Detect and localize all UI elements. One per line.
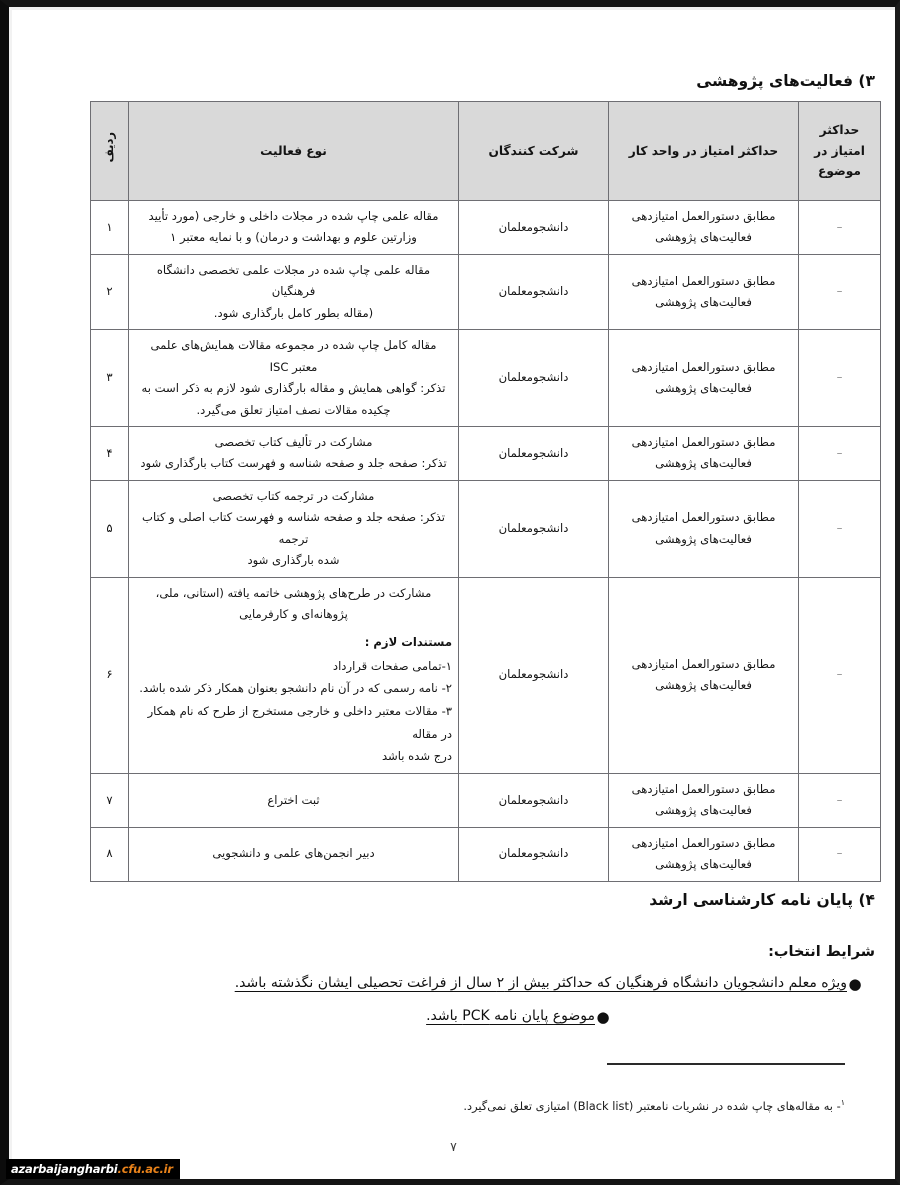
- max-unit-line-1: مطابق دستورالعمل امتیازدهی: [631, 656, 776, 671]
- condition-text: موضوع پایان نامه PCK باشد.: [426, 1008, 595, 1025]
- cell-radif: ۳: [91, 330, 129, 427]
- activity-line: مشارکت در طرح‌های پژوهشی خاتمه یافته (استانی، ملی،: [155, 585, 432, 600]
- table-row: [91, 254, 881, 329]
- activity-note-line: تذکر: صفحه جلد و صفحه شناسه و فهرست کتاب اصلی و کتاب ترجمه: [142, 510, 445, 546]
- cell-max-unit: [609, 773, 799, 827]
- activity-line: (مقاله بطور کامل بارگذاری شود.: [213, 305, 374, 320]
- site-watermark: [6, 1159, 180, 1179]
- max-unit-line-1: مطابق دستورالعمل امتیازدهی: [631, 835, 776, 850]
- table-row: [91, 827, 881, 881]
- table-row: [91, 577, 881, 773]
- cell-max-subject: –: [799, 480, 881, 577]
- max-unit-line-1: مطابق دستورالعمل امتیازدهی: [631, 273, 776, 288]
- activity-note-line: تذکر: صفحه جلد و صفحه شناسه و فهرست کتاب بارگذاری شود: [140, 456, 447, 471]
- cell-activity: [129, 254, 459, 329]
- cell-max-subject: –: [799, 577, 881, 773]
- activity-line: وزارتین علوم و بهداشت و درمان) و با نمایه معتبر ۱: [170, 230, 417, 245]
- cell-activity: [129, 773, 459, 827]
- cell-max-subject: –: [799, 330, 881, 427]
- cell-radif: ۴: [91, 426, 129, 480]
- list-item: درج شده باشد: [381, 749, 452, 764]
- cell-participants: دانشجومعلمان: [459, 330, 609, 427]
- list-item: ۳- مقالات معتبر داخلی و خارجی مستخرج از طرح که نام همکار در مقاله: [147, 704, 452, 741]
- max-unit-line-2: فعالیت‌های پژوهشی: [655, 678, 752, 693]
- footnote-marker: ۱: [840, 1098, 845, 1107]
- max-unit-line-1: مطابق دستورالعمل امتیازدهی: [631, 434, 776, 449]
- cell-max-unit: [609, 254, 799, 329]
- max-unit-line-2: فعالیت‌های پژوهشی: [655, 295, 752, 310]
- activity-line: مشارکت در ترجمه کتاب تخصصی: [212, 488, 375, 503]
- table-row: [91, 330, 881, 427]
- cell-max-subject: –: [799, 201, 881, 255]
- list-item: [53, 974, 863, 994]
- list-item: ۱-تمامی صفحات قرارداد: [332, 658, 452, 673]
- column-header-max-subject: حداکثر امتیاز در موضوع: [799, 102, 881, 201]
- cell-activity: [129, 330, 459, 427]
- cell-max-unit: [609, 827, 799, 881]
- cell-activity: [129, 577, 459, 773]
- list-item: [53, 1007, 863, 1027]
- column-header-activity: نوع فعالیت: [129, 102, 459, 201]
- cell-participants: دانشجومعلمان: [459, 577, 609, 773]
- cell-participants: دانشجومعلمان: [459, 201, 609, 255]
- table-body: [91, 201, 881, 882]
- table-head: [91, 102, 881, 201]
- section-heading-thesis: ۴) پایان نامه کارشناسی ارشد: [649, 890, 875, 909]
- required-documents-label: مستندات لازم :: [364, 635, 452, 650]
- cell-radif: ۱: [91, 201, 129, 255]
- table-row: [91, 480, 881, 577]
- column-header-participants: شرکت کنندگان: [459, 102, 609, 201]
- column-header-max-unit: حداکثر امتیاز در واحد کار: [609, 102, 799, 201]
- cell-participants: دانشجومعلمان: [459, 773, 609, 827]
- section-heading-research: ۳) فعالیت‌های پژوهشی: [696, 71, 875, 90]
- max-unit-line-1: مطابق دستورالعمل امتیازدهی: [631, 359, 776, 374]
- max-unit-line-2: فعالیت‌های پژوهشی: [655, 857, 752, 872]
- cell-max-unit: [609, 480, 799, 577]
- table-row: [91, 426, 881, 480]
- cell-activity: [129, 426, 459, 480]
- max-unit-line-2: فعالیت‌های پژوهشی: [655, 531, 752, 546]
- max-unit-line-2: فعالیت‌های پژوهشی: [655, 456, 752, 471]
- max-unit-line-2: فعالیت‌های پژوهشی: [655, 381, 752, 396]
- column-header-radif: [91, 102, 129, 201]
- max-unit-line-1: مطابق دستورالعمل امتیازدهی: [631, 781, 776, 796]
- page-number: ۷: [450, 1139, 457, 1154]
- selection-conditions-label: شرایط انتخاب:: [768, 944, 875, 960]
- cell-max-subject: –: [799, 426, 881, 480]
- activity-line: پژوهانه‌ای و کارفرمایی: [239, 607, 348, 621]
- cell-max-unit: [609, 426, 799, 480]
- activity-line: معتبر ISC: [269, 359, 318, 374]
- activity-note-line: شده بارگذاری شود: [247, 553, 340, 568]
- cell-radif: ۶: [91, 577, 129, 773]
- activity-line: مقاله علمی چاپ شده در مجلات علمی تخصصی دانشگاه فرهنگیان: [156, 262, 431, 299]
- research-activities-table-wrapper: [91, 101, 881, 882]
- cell-participants: دانشجومعلمان: [459, 827, 609, 881]
- max-unit-line-1: مطابق دستورالعمل امتیازدهی: [631, 510, 776, 525]
- cell-radif: ۲: [91, 254, 129, 329]
- cell-max-subject: –: [799, 827, 881, 881]
- cell-max-subject: –: [799, 773, 881, 827]
- cell-max-subject: –: [799, 254, 881, 329]
- activity-line: ثبت اختراع: [267, 792, 320, 807]
- cell-max-unit: [609, 577, 799, 773]
- condition-text: ویژه معلم دانشجویان دانشگاه فرهنگیان که حداکثر بیش از ۲ سال از فراغت تحصیلی ایشان نگذشته باشد.: [234, 975, 847, 991]
- activity-line: مشارکت در تألیف کتاب تخصصی: [214, 434, 373, 449]
- cell-participants: دانشجومعلمان: [459, 426, 609, 480]
- footnote: [463, 1098, 845, 1113]
- table-row: [91, 773, 881, 827]
- cell-radif: ۵: [91, 480, 129, 577]
- paper-sheet: [14, 11, 893, 1177]
- list-item: ۲- نامه رسمی که در آن نام دانشجو بعنوان همکار ذکر شده باشد.: [139, 681, 452, 696]
- table-header-row: [91, 102, 881, 201]
- max-unit-line-2: فعالیت‌های پژوهشی: [655, 230, 752, 245]
- activity-note-line: چکیده مقالات نصف امتیاز تعلق می‌گیرد.: [196, 402, 391, 417]
- max-unit-line-1: مطابق دستورالعمل امتیازدهی: [631, 209, 776, 223]
- bullet-dot-icon: ●: [596, 1008, 610, 1027]
- cell-activity: [129, 827, 459, 881]
- activity-line: مقاله کامل چاپ شده در مجموعه مقالات همایش‌های علمی: [150, 338, 437, 353]
- cell-radif: ۷: [91, 773, 129, 827]
- cell-max-unit: [609, 330, 799, 427]
- activity-note-line: تذکر: گواهی همایش و مقاله بارگذاری شود لازم به ذکر است به: [141, 381, 446, 396]
- activity-line: مقاله علمی چاپ شده در مجلات داخلی و خارجی (مورد تأیید: [148, 209, 439, 223]
- cell-activity: [129, 201, 459, 255]
- column-header-radif-label: ردیف: [101, 132, 116, 163]
- watermark-suffix: .cfu.ac.ir: [117, 1162, 173, 1176]
- footnote-separator: [607, 1063, 845, 1065]
- cell-max-unit: [609, 201, 799, 255]
- cell-participants: دانشجومعلمان: [459, 254, 609, 329]
- activity-line: دبیر انجمن‌های علمی و دانشجویی: [212, 846, 375, 861]
- cell-activity: [129, 480, 459, 577]
- cell-participants: دانشجومعلمان: [459, 480, 609, 577]
- max-unit-line-2: فعالیت‌های پژوهشی: [655, 803, 752, 818]
- cell-radif: ۸: [91, 827, 129, 881]
- research-activities-table: [90, 101, 881, 882]
- bullet-dot-icon: ●: [848, 975, 862, 993]
- footnote-text: - به مقاله‌های چاپ شده در نشریات نامعتبر (Black list) امتیازی تعلق نمی‌گیرد.: [463, 1098, 841, 1113]
- table-row: [91, 201, 881, 255]
- watermark-domain: azarbaijangharbi: [11, 1162, 118, 1176]
- required-documents-list: [135, 655, 452, 768]
- selection-conditions-list: [53, 974, 863, 1041]
